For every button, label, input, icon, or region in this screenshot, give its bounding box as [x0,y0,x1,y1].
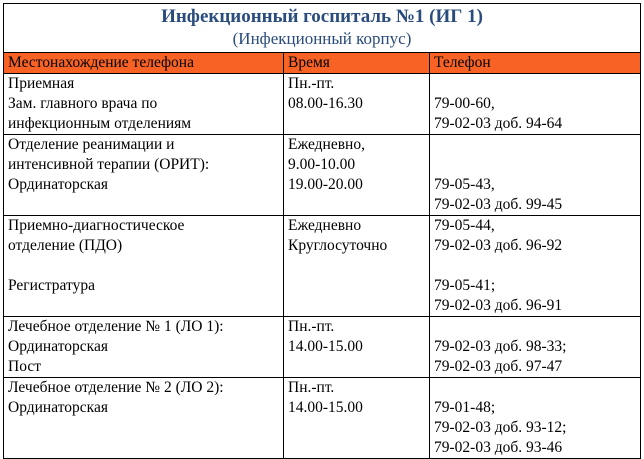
page-title: Инфекционный госпиталь №1 (ИГ 1) [161,6,483,27]
time-text: Пн.-пт. [288,379,335,396]
phone-number: 79-02-03 доб. 96-91 [434,297,563,314]
location-text: Приемно-диагностическое [8,217,185,234]
phone-cell [430,317,641,378]
location-text: интенсивной терапии (ОРИТ): [8,156,210,173]
header-row [4,53,641,74]
location-text: Лечебное отделение № 1 (ЛО 1): [8,318,224,335]
table-row [4,216,641,317]
location-cell [4,74,284,135]
time-text: Пн.-пт. [288,318,335,335]
time-text: Круглосуточно [288,237,388,254]
phone-number: 79-02-03 доб. 97-47 [434,358,563,375]
time-cell [284,74,430,135]
phone-number: 79-02-03 доб. 93-12; [434,419,567,436]
phone-number: 79-05-41; [434,277,496,294]
time-cell [284,317,430,378]
time-text: 19.00-20.00 [288,176,363,193]
location-cell [4,135,284,216]
title-cell [4,4,641,53]
phone-number: 79-01-48; [434,399,496,416]
header-phone: Телефон [430,53,641,74]
phone-cell [430,216,641,317]
location-text: Ординаторская [8,176,108,193]
location-text: Приемная [8,75,75,92]
time-text: 08.00-16.30 [288,95,363,112]
location-cell [4,378,284,459]
time-text: Ежедневно, [288,136,365,153]
header-location: Местонахождение телефона [4,53,284,74]
time-text: 9.00-10.00 [288,156,356,173]
phone-cell [430,378,641,459]
time-cell [284,378,430,459]
location-cell [4,216,284,317]
phone-number: 79-02-03 доб. 93-46 [434,439,563,456]
table-row [4,74,641,135]
phone-number: 79-05-44, [434,217,495,234]
location-text: инфекционным отделениям [8,115,192,132]
phone-number: 79-02-03 доб. 94-64 [434,115,563,132]
time-text: 14.00-15.00 [288,399,363,416]
phone-table [3,3,641,459]
phone-cell [430,135,641,216]
phone-number: 79-02-03 доб. 96-92 [434,237,563,254]
location-text: Отделение реанимации и [8,136,175,153]
time-cell [284,135,430,216]
time-cell [284,216,430,317]
time-text: 14.00-15.00 [288,338,363,355]
header-time: Время [284,53,430,74]
phone-cell [430,74,641,135]
table-row [4,135,641,216]
time-text: Ежедневно [288,217,362,234]
location-text: Пост [8,358,41,375]
phone-number: 79-00-60, [434,95,495,112]
location-text: Лечебное отделение № 2 (ЛО 2): [8,379,224,396]
location-text: Зам. главного врача по [8,95,158,112]
location-cell [4,317,284,378]
location-text: Ординаторская [8,399,108,416]
title-row [4,4,641,53]
table-row [4,317,641,378]
location-text: Регистратура [8,277,95,294]
phone-number: 79-02-03 доб. 99-45 [434,196,563,213]
table-row [4,378,641,459]
page-subtitle: (Инфекционный корпус) [232,29,412,48]
location-text: отделение (ПДО) [8,237,123,254]
phone-number: 79-05-43, [434,176,495,193]
phone-number: 79-02-03 доб. 98-33; [434,338,567,355]
phone-directory [3,3,640,456]
time-text: Пн.-пт. [288,75,335,92]
location-text: Ординаторская [8,338,108,355]
